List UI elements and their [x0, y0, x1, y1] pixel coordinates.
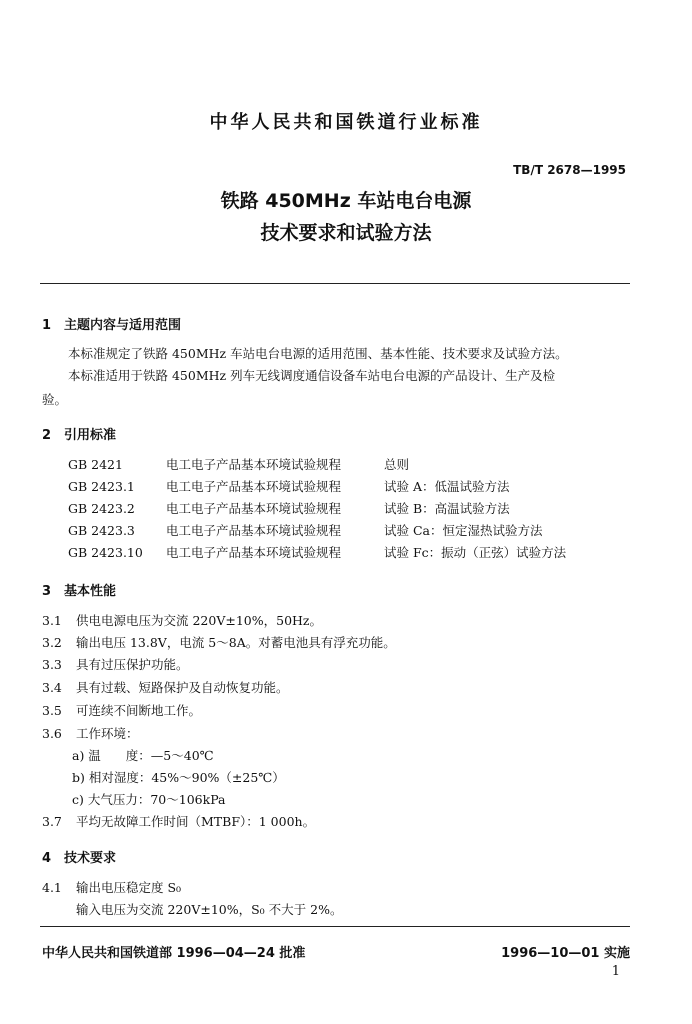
ref-name: 电工电子产品基本环境试验规程 — [166, 457, 342, 472]
env-pressure: c) 大气压力：70～106kPa — [72, 792, 226, 807]
clause-text: 具有过压保护功能。 — [76, 657, 189, 672]
reference-row — [68, 455, 409, 473]
clause-number: 3.5 — [42, 703, 62, 718]
ref-part: 总则 — [384, 457, 410, 472]
clause-number: 3.3 — [42, 657, 62, 672]
clause-text: 平均无故障工作时间（MTBF）：1 000h。 — [76, 814, 316, 829]
ref-part: 试验 B：高温试验方法 — [384, 501, 510, 516]
reference-row — [68, 521, 543, 539]
document-title-line1: 铁路 450MHz 车站电台电源 — [220, 190, 472, 212]
env-humidity: b) 相对湿度：45%～90%（±25℃） — [72, 770, 285, 785]
ref-name: 电工电子产品基本环境试验规程 — [166, 479, 342, 494]
ref-name: 电工电子产品基本环境试验规程 — [166, 523, 342, 538]
clause-3-4 — [42, 678, 289, 696]
clause-number: 3.7 — [42, 814, 62, 829]
issuing-body-title: 中华人民共和国铁道行业标准 — [209, 112, 483, 133]
clause-3-3 — [42, 655, 189, 673]
section-3-heading: 3 基本性能 — [42, 584, 117, 599]
clause-3-6 — [42, 724, 139, 742]
ref-code: GB 2423.10 — [68, 545, 143, 560]
clause-3-7 — [42, 812, 315, 830]
clause-4-1-para: 输入电压为交流 220V±10%，S₀ 不大于 2%。 — [76, 902, 343, 917]
ref-part: 试验 A：低温试验方法 — [384, 479, 510, 494]
section-1-para-2: 本标准适用于铁路 450MHz 列车无线调度通信设备车站电台电源的产品设计、生产及检 — [68, 368, 556, 383]
clause-number: 3.1 — [42, 613, 62, 628]
ref-code: GB 2421 — [68, 457, 123, 472]
section-4-heading: 4 技术要求 — [42, 851, 117, 866]
section-2-heading: 2 引用标准 — [42, 428, 117, 443]
ref-code: GB 2423.2 — [68, 501, 135, 516]
clause-text: 工作环境： — [76, 726, 139, 741]
ref-code: GB 2423.1 — [68, 479, 135, 494]
ref-part: 试验 Fc：振动（正弦）试验方法 — [384, 545, 567, 560]
clause-3-5 — [42, 701, 201, 719]
reference-row — [68, 477, 510, 495]
clause-text: 输出电压稳定度 S₀ — [76, 880, 182, 895]
document-title-line2: 技术要求和试验方法 — [260, 222, 432, 244]
ref-part: 试验 Ca：恒定湿热试验方法 — [384, 523, 543, 538]
section-1-para-2-cont: 验。 — [42, 392, 68, 407]
standard-number: TB/T 2678—1995 — [513, 163, 626, 177]
clause-3-2 — [42, 633, 396, 651]
env-temperature: a) 温 度：—5～40℃ — [72, 748, 214, 763]
approval-line: 中华人民共和国铁道部 1996—04—24 批准 — [42, 946, 306, 961]
clause-3-1 — [42, 611, 322, 629]
clause-text: 供电电源电压为交流 220V±10%，50Hz。 — [76, 613, 323, 628]
clause-text: 具有过载、短路保护及自动恢复功能。 — [76, 680, 289, 695]
page-number: 1 — [611, 964, 620, 979]
clause-number: 3.4 — [42, 680, 62, 695]
clause-4-1 — [42, 878, 181, 896]
ref-name: 电工电子产品基本环境试验规程 — [166, 545, 342, 560]
ref-name: 电工电子产品基本环境试验规程 — [166, 501, 342, 516]
reference-row — [68, 543, 566, 561]
reference-row — [68, 499, 510, 517]
clause-number: 3.2 — [42, 635, 62, 650]
implementation-date: 1996—10—01 实施 — [501, 946, 630, 961]
clause-number: 3.6 — [42, 726, 62, 741]
clause-number: 4.1 — [42, 880, 62, 895]
section-1-heading: 1 主题内容与适用范围 — [42, 318, 182, 333]
section-1-para-1: 本标准规定了铁路 450MHz 车站电台电源的适用范围、基本性能、技术要求及试验方法。 — [68, 346, 568, 361]
clause-text: 可连续不间断地工作。 — [76, 703, 202, 718]
header-rule — [40, 283, 630, 284]
footer-rule — [40, 926, 630, 927]
clause-text: 输出电压 13.8V，电流 5～8A。对蓄电池具有浮充功能。 — [76, 635, 396, 650]
ref-code: GB 2423.3 — [68, 523, 135, 538]
